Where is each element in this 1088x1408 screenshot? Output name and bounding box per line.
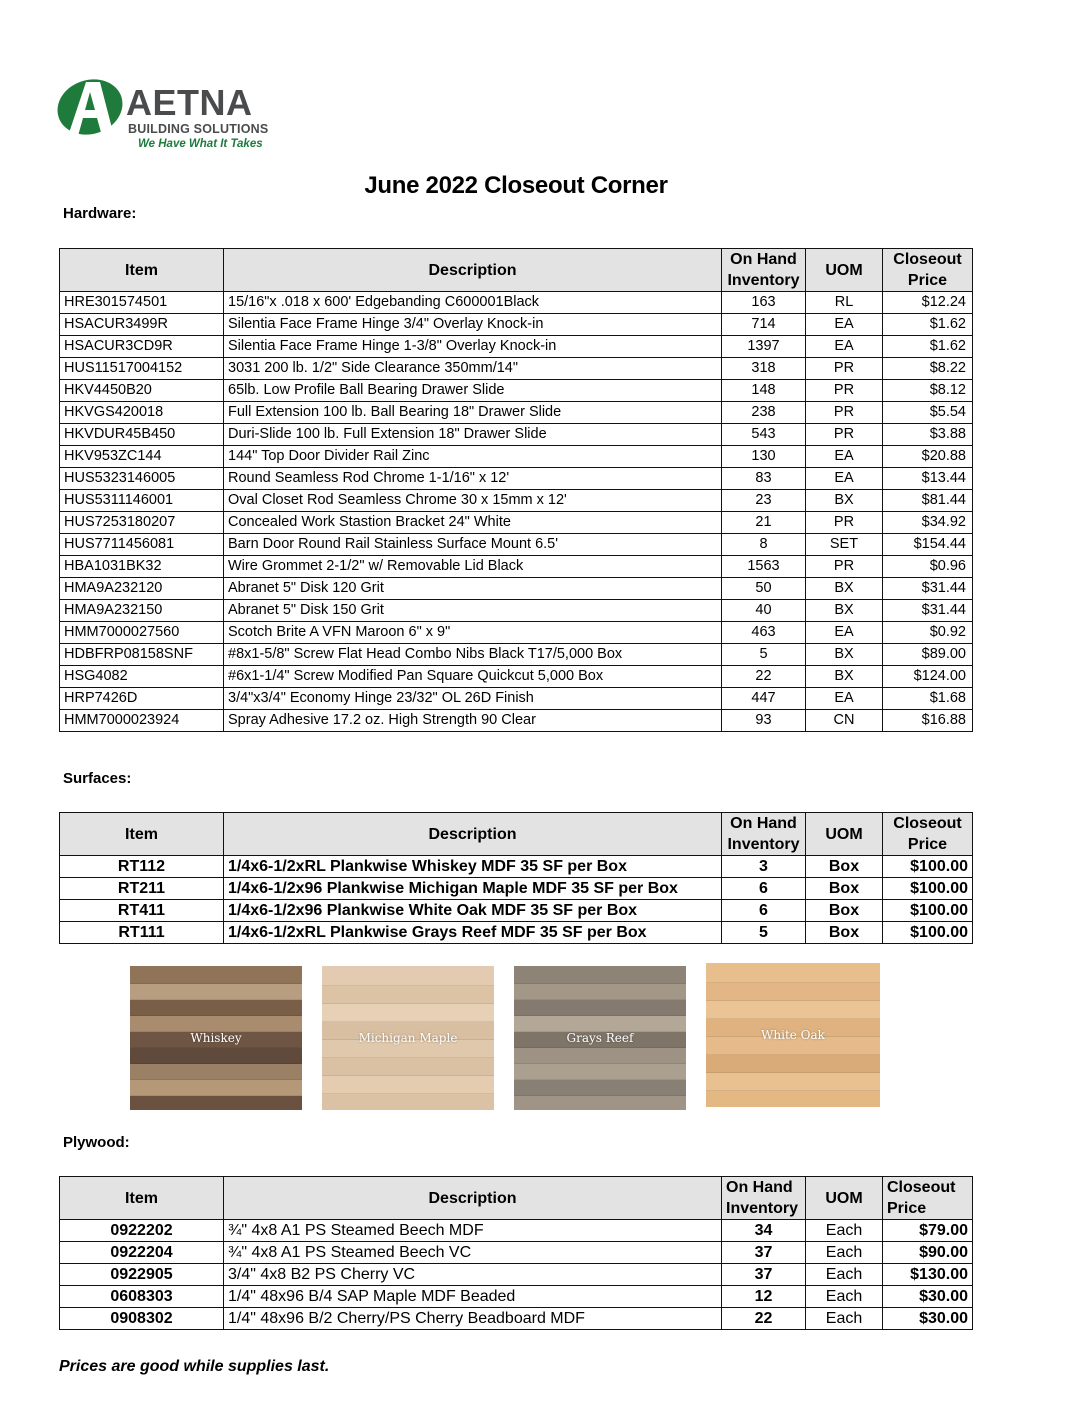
cell-inventory: 6 bbox=[722, 878, 806, 900]
cell-uom: Each bbox=[806, 1286, 883, 1308]
cell-inventory: 34 bbox=[722, 1220, 806, 1242]
cell-description: Round Seamless Rod Chrome 1-1/16" x 12' bbox=[224, 468, 722, 490]
cell-uom: Box bbox=[806, 856, 883, 878]
plywood-table bbox=[59, 1176, 973, 1330]
col-header-item: Item bbox=[60, 1177, 224, 1220]
table-row bbox=[60, 1242, 973, 1264]
cell-item: HMM7000023924 bbox=[60, 710, 224, 732]
wood-plank bbox=[130, 1062, 302, 1080]
cell-inventory: 3 bbox=[722, 856, 806, 878]
wood-plank bbox=[514, 982, 686, 1000]
cell-description: #8x1-5/8" Screw Flat Head Combo Nibs Black T17/5,000 Box bbox=[224, 644, 722, 666]
cell-inventory: 148 bbox=[722, 380, 806, 402]
table-row bbox=[60, 644, 973, 666]
wood-plank bbox=[130, 1046, 302, 1064]
cell-uom: SET bbox=[806, 534, 883, 556]
table-row bbox=[60, 688, 973, 710]
cell-item: 0908302 bbox=[60, 1308, 224, 1330]
cell-description: 144" Top Door Divider Rail Zinc bbox=[224, 446, 722, 468]
table-row bbox=[60, 336, 973, 358]
wood-plank bbox=[706, 999, 880, 1019]
table-row bbox=[60, 578, 973, 600]
cell-item: HMA9A232150 bbox=[60, 600, 224, 622]
cell-item: HSACUR3CD9R bbox=[60, 336, 224, 358]
cell-inventory: 714 bbox=[722, 314, 806, 336]
cell-description: Silentia Face Frame Hinge 1-3/8" Overlay Knock-in bbox=[224, 336, 722, 358]
col-header-description: Description bbox=[224, 813, 722, 856]
col-header-inventory bbox=[722, 813, 806, 856]
wood-plank bbox=[322, 984, 494, 1004]
cell-price: $124.00 bbox=[883, 666, 973, 688]
cell-item: HRE301574501 bbox=[60, 292, 224, 314]
wood-plank bbox=[130, 982, 302, 1000]
cell-inventory: 447 bbox=[722, 688, 806, 710]
col-header-price bbox=[883, 1177, 973, 1220]
cell-inventory: 6 bbox=[722, 900, 806, 922]
table-row bbox=[60, 380, 973, 402]
logo-tagline: We Have What It Takes bbox=[138, 138, 263, 150]
cell-inventory: 5 bbox=[722, 922, 806, 944]
cell-description: Barn Door Round Rail Stainless Surface Mount 6.5' bbox=[224, 534, 722, 556]
wood-plank bbox=[130, 998, 302, 1016]
cell-description: Abranet 5" Disk 120 Grit bbox=[224, 578, 722, 600]
wood-plank bbox=[706, 1089, 880, 1107]
cell-inventory: 83 bbox=[722, 468, 806, 490]
cell-uom: EA bbox=[806, 336, 883, 358]
cell-price: $30.00 bbox=[883, 1286, 973, 1308]
logo-name: AETNA bbox=[126, 82, 253, 123]
cell-uom: EA bbox=[806, 468, 883, 490]
cell-item: 0922204 bbox=[60, 1242, 224, 1264]
cell-price: $34.92 bbox=[883, 512, 973, 534]
wood-plank bbox=[130, 966, 302, 984]
cell-item: HMA9A232120 bbox=[60, 578, 224, 600]
swatch-michigan-maple bbox=[322, 966, 494, 1110]
wood-plank bbox=[514, 1014, 686, 1032]
table-row bbox=[60, 424, 973, 446]
cell-item: HBA1031BK32 bbox=[60, 556, 224, 578]
cell-uom: PR bbox=[806, 358, 883, 380]
cell-description: ¾" 4x8 A1 PS Steamed Beech MDF bbox=[224, 1220, 722, 1242]
cell-description: 3031 200 lb. 1/2" Side Clearance 350mm/14" bbox=[224, 358, 722, 380]
cell-description: 3/4"x3/4" Economy Hinge 23/32" OL 26D Finish bbox=[224, 688, 722, 710]
cell-price: $5.54 bbox=[883, 402, 973, 424]
cell-item: HKV4450B20 bbox=[60, 380, 224, 402]
cell-inventory: 238 bbox=[722, 402, 806, 424]
swatch-label: White Oak bbox=[761, 1028, 825, 1042]
wood-plank bbox=[130, 1094, 302, 1110]
aetna-a-logo-icon bbox=[56, 78, 128, 136]
wood-plank bbox=[706, 981, 880, 1001]
cell-description: 1/4x6-1/2x96 Plankwise White Oak MDF 35 SF per Box bbox=[224, 900, 722, 922]
col-header-price-line1: Closeout bbox=[893, 251, 962, 268]
cell-description: Abranet 5" Disk 150 Grit bbox=[224, 600, 722, 622]
cell-inventory: 543 bbox=[722, 424, 806, 446]
cell-uom: EA bbox=[806, 622, 883, 644]
cell-price: $31.44 bbox=[883, 600, 973, 622]
cell-uom: BX bbox=[806, 644, 883, 666]
cell-inventory: 1397 bbox=[722, 336, 806, 358]
col-header-inventory-line1: On Hand bbox=[726, 1179, 793, 1196]
cell-item: RT112 bbox=[60, 856, 224, 878]
swatch-whiskey bbox=[130, 966, 302, 1110]
cell-description: Scotch Brite A VFN Maroon 6" x 9" bbox=[224, 622, 722, 644]
cell-description: Spray Adhesive 17.2 oz. High Strength 90 Clear bbox=[224, 710, 722, 732]
cell-item: HUS5323146005 bbox=[60, 468, 224, 490]
cell-price: $90.00 bbox=[883, 1242, 973, 1264]
wood-plank bbox=[514, 1062, 686, 1080]
cell-inventory: 50 bbox=[722, 578, 806, 600]
cell-price: $154.44 bbox=[883, 534, 973, 556]
cell-description: Full Extension 100 lb. Ball Bearing 18" Drawer Slide bbox=[224, 402, 722, 424]
col-header-uom: UOM bbox=[806, 1177, 883, 1220]
cell-inventory: 37 bbox=[722, 1264, 806, 1286]
cell-uom: Box bbox=[806, 878, 883, 900]
cell-inventory: 93 bbox=[722, 710, 806, 732]
hardware-rows bbox=[60, 292, 973, 732]
col-header-description: Description bbox=[224, 1177, 722, 1220]
table-row bbox=[60, 468, 973, 490]
cell-description: 1/4x6-1/2x96 Plankwise Michigan Maple MDF 35 SF per Box bbox=[224, 878, 722, 900]
cell-inventory: 463 bbox=[722, 622, 806, 644]
cell-uom: EA bbox=[806, 688, 883, 710]
cell-description: 65lb. Low Profile Ball Bearing Drawer Slide bbox=[224, 380, 722, 402]
cell-uom: PR bbox=[806, 402, 883, 424]
wood-plank bbox=[130, 1078, 302, 1096]
cell-uom: PR bbox=[806, 424, 883, 446]
cell-price: $3.88 bbox=[883, 424, 973, 446]
table-row bbox=[60, 622, 973, 644]
table-row bbox=[60, 1220, 973, 1242]
wood-plank bbox=[322, 1074, 494, 1094]
cell-item: RT211 bbox=[60, 878, 224, 900]
table-row bbox=[60, 402, 973, 424]
wood-plank bbox=[514, 1094, 686, 1110]
col-header-item: Item bbox=[60, 813, 224, 856]
cell-price: $0.92 bbox=[883, 622, 973, 644]
cell-inventory: 40 bbox=[722, 600, 806, 622]
surfaces-table bbox=[59, 812, 973, 944]
cell-description: Concealed Work Stastion Bracket 24" White bbox=[224, 512, 722, 534]
cell-uom: EA bbox=[806, 314, 883, 336]
cell-price: $79.00 bbox=[883, 1220, 973, 1242]
cell-item: 0922905 bbox=[60, 1264, 224, 1286]
cell-description: 15/16"x .018 x 600' Edgebanding C600001Black bbox=[224, 292, 722, 314]
table-row bbox=[60, 446, 973, 468]
wood-plank bbox=[514, 966, 686, 984]
cell-price: $30.00 bbox=[883, 1308, 973, 1330]
cell-item: HKV953ZC144 bbox=[60, 446, 224, 468]
table-header-row bbox=[60, 813, 973, 856]
swatch-white-oak bbox=[706, 963, 880, 1107]
col-header-inventory bbox=[722, 249, 806, 292]
col-header-item: Item bbox=[60, 249, 224, 292]
cell-uom: Box bbox=[806, 900, 883, 922]
wood-plank bbox=[706, 963, 880, 983]
table-row bbox=[60, 358, 973, 380]
cell-price: $81.44 bbox=[883, 490, 973, 512]
table-row bbox=[60, 1308, 973, 1330]
plywood-rows bbox=[60, 1220, 973, 1330]
cell-description: Wire Grommet 2-1/2" w/ Removable Lid Black bbox=[224, 556, 722, 578]
col-header-price bbox=[883, 813, 973, 856]
cell-price: $100.00 bbox=[883, 856, 973, 878]
wood-plank bbox=[322, 1056, 494, 1076]
table-row bbox=[60, 878, 973, 900]
cell-item: HUS5311146001 bbox=[60, 490, 224, 512]
cell-price: $12.24 bbox=[883, 292, 973, 314]
cell-price: $1.62 bbox=[883, 314, 973, 336]
cell-inventory: 130 bbox=[722, 446, 806, 468]
table-row bbox=[60, 900, 973, 922]
cell-inventory: 22 bbox=[722, 1308, 806, 1330]
wood-plank bbox=[322, 1002, 494, 1022]
cell-description: 3/4" 4x8 B2 PS Cherry VC bbox=[224, 1264, 722, 1286]
table-row bbox=[60, 600, 973, 622]
cell-price: $100.00 bbox=[883, 900, 973, 922]
cell-uom: EA bbox=[806, 446, 883, 468]
wood-plank bbox=[706, 1071, 880, 1091]
cell-uom: BX bbox=[806, 666, 883, 688]
table-header-row bbox=[60, 249, 973, 292]
cell-price: $8.22 bbox=[883, 358, 973, 380]
cell-inventory: 37 bbox=[722, 1242, 806, 1264]
wood-plank bbox=[322, 966, 494, 986]
cell-inventory: 5 bbox=[722, 644, 806, 666]
cell-price: $100.00 bbox=[883, 878, 973, 900]
col-header-inventory-line1: On Hand bbox=[730, 815, 797, 832]
swatch-label: Grays Reef bbox=[566, 1031, 634, 1045]
cell-item: HUS7711456081 bbox=[60, 534, 224, 556]
cell-item: HMM7000027560 bbox=[60, 622, 224, 644]
cell-item: HSACUR3499R bbox=[60, 314, 224, 336]
col-header-inventory-line2: Inventory bbox=[726, 1200, 799, 1217]
wood-plank bbox=[514, 1078, 686, 1096]
cell-description: 1/4" 48x96 B/2 Cherry/PS Cherry Beadboard MDF bbox=[224, 1308, 722, 1330]
cell-price: $89.00 bbox=[883, 644, 973, 666]
section-label-surfaces: Surfaces: bbox=[63, 770, 132, 787]
col-header-price-line2: Price bbox=[907, 836, 948, 853]
cell-inventory: 1563 bbox=[722, 556, 806, 578]
table-row bbox=[60, 314, 973, 336]
cell-uom: Each bbox=[806, 1264, 883, 1286]
cell-item: HUS7253180207 bbox=[60, 512, 224, 534]
cell-item: HRP7426D bbox=[60, 688, 224, 710]
cell-uom: BX bbox=[806, 490, 883, 512]
cell-description: 1/4x6-1/2xRL Plankwise Whiskey MDF 35 SF per Box bbox=[224, 856, 722, 878]
cell-uom: PR bbox=[806, 380, 883, 402]
cell-inventory: 21 bbox=[722, 512, 806, 534]
wood-plank bbox=[322, 1092, 494, 1110]
cell-price: $100.00 bbox=[883, 922, 973, 944]
cell-uom: Each bbox=[806, 1242, 883, 1264]
cell-description: Oval Closet Rod Seamless Chrome 30 x 15mm x 12' bbox=[224, 490, 722, 512]
col-header-inventory-line2: Inventory bbox=[727, 836, 800, 853]
cell-uom: Each bbox=[806, 1220, 883, 1242]
cell-uom: PR bbox=[806, 512, 883, 534]
cell-item: HKVDUR45B450 bbox=[60, 424, 224, 446]
table-row bbox=[60, 1264, 973, 1286]
cell-description: Silentia Face Frame Hinge 3/4" Overlay Knock-in bbox=[224, 314, 722, 336]
col-header-inventory bbox=[722, 1177, 806, 1220]
logo-subtitle: BUILDING SOLUTIONS bbox=[128, 122, 269, 136]
cell-price: $16.88 bbox=[883, 710, 973, 732]
cell-price: $130.00 bbox=[883, 1264, 973, 1286]
footer-note: Prices are good while supplies last. bbox=[59, 1358, 330, 1375]
col-header-uom: UOM bbox=[806, 813, 883, 856]
cell-item: HUS11517004152 bbox=[60, 358, 224, 380]
table-row bbox=[60, 292, 973, 314]
cell-description: 1/4x6-1/2xRL Plankwise Grays Reef MDF 35 SF per Box bbox=[224, 922, 722, 944]
cell-uom: CN bbox=[806, 710, 883, 732]
wood-plank bbox=[706, 1053, 880, 1073]
wood-plank bbox=[514, 998, 686, 1016]
cell-uom: BX bbox=[806, 578, 883, 600]
cell-price: $0.96 bbox=[883, 556, 973, 578]
cell-item: 0922202 bbox=[60, 1220, 224, 1242]
cell-inventory: 8 bbox=[722, 534, 806, 556]
cell-price: $31.44 bbox=[883, 578, 973, 600]
table-row bbox=[60, 1286, 973, 1308]
cell-price: $20.88 bbox=[883, 446, 973, 468]
cell-uom: BX bbox=[806, 600, 883, 622]
table-row bbox=[60, 556, 973, 578]
table-header-row bbox=[60, 1177, 973, 1220]
swatch-grays-reef bbox=[514, 966, 686, 1110]
cell-item: HDBFRP08158SNF bbox=[60, 644, 224, 666]
cell-item: HKVGS420018 bbox=[60, 402, 224, 424]
cell-item: RT411 bbox=[60, 900, 224, 922]
col-header-inventory-line2: Inventory bbox=[727, 272, 800, 289]
cell-description: Duri-Slide 100 lb. Full Extension 18" Drawer Slide bbox=[224, 424, 722, 446]
cell-price: $13.44 bbox=[883, 468, 973, 490]
section-label-plywood: Plywood: bbox=[63, 1134, 130, 1151]
table-row bbox=[60, 490, 973, 512]
page-title: June 2022 Closeout Corner bbox=[364, 172, 668, 199]
section-label-hardware: Hardware: bbox=[63, 205, 137, 222]
col-header-description: Description bbox=[224, 249, 722, 292]
table-row bbox=[60, 710, 973, 732]
cell-description: 1/4" 48x96 B/4 SAP Maple MDF Beaded bbox=[224, 1286, 722, 1308]
cell-item: HSG4082 bbox=[60, 666, 224, 688]
cell-description: ¾" 4x8 A1 PS Steamed Beech VC bbox=[224, 1242, 722, 1264]
cell-price: $8.12 bbox=[883, 380, 973, 402]
table-row bbox=[60, 666, 973, 688]
cell-uom: Box bbox=[806, 922, 883, 944]
wood-plank bbox=[130, 1014, 302, 1032]
swatch-label: Whiskey bbox=[190, 1031, 242, 1045]
cell-inventory: 318 bbox=[722, 358, 806, 380]
cell-inventory: 163 bbox=[722, 292, 806, 314]
table-row bbox=[60, 512, 973, 534]
cell-uom: RL bbox=[806, 292, 883, 314]
cell-uom: PR bbox=[806, 556, 883, 578]
cell-uom: Each bbox=[806, 1308, 883, 1330]
cell-description: #6x1-1/4" Screw Modified Pan Square Quickcut 5,000 Box bbox=[224, 666, 722, 688]
table-row bbox=[60, 856, 973, 878]
wood-plank bbox=[514, 1046, 686, 1064]
col-header-price-line2: Price bbox=[887, 1200, 927, 1217]
table-row bbox=[60, 922, 973, 944]
col-header-price-line1: Closeout bbox=[887, 1179, 956, 1196]
cell-item: 0608303 bbox=[60, 1286, 224, 1308]
col-header-inventory-line1: On Hand bbox=[730, 251, 797, 268]
cell-price: $1.68 bbox=[883, 688, 973, 710]
cell-item: RT111 bbox=[60, 922, 224, 944]
cell-inventory: 23 bbox=[722, 490, 806, 512]
surfaces-rows bbox=[60, 856, 973, 944]
col-header-uom: UOM bbox=[806, 249, 883, 292]
cell-inventory: 12 bbox=[722, 1286, 806, 1308]
hardware-table bbox=[59, 248, 973, 732]
col-header-price bbox=[883, 249, 973, 292]
swatch-label: Michigan Maple bbox=[358, 1031, 458, 1045]
col-header-price-line2: Price bbox=[907, 272, 948, 289]
cell-price: $1.62 bbox=[883, 336, 973, 358]
col-header-price-line1: Closeout bbox=[893, 815, 962, 832]
company-logo bbox=[56, 76, 276, 156]
cell-inventory: 22 bbox=[722, 666, 806, 688]
table-row bbox=[60, 534, 973, 556]
